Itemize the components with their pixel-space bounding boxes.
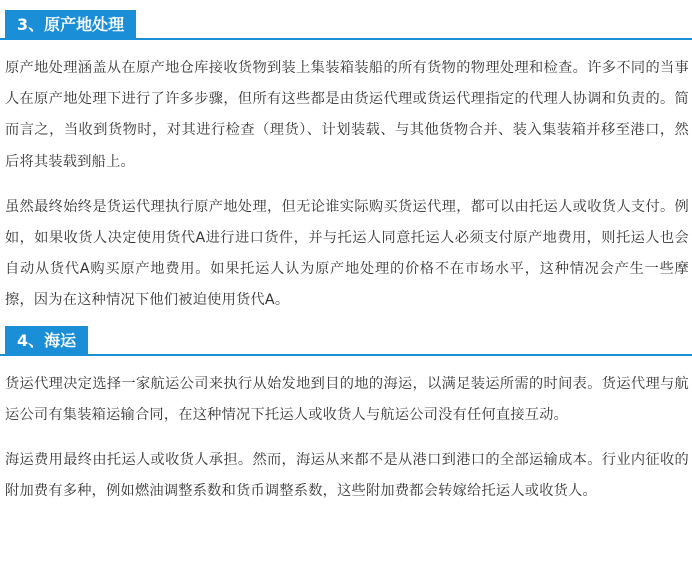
section-title: 3、原产地处理 (5, 10, 136, 40)
section-header (0, 324, 692, 356)
paragraph: 海运费用最终由托运人或收货人承担。然而，海运从来都不是从港口到港口的全部运输成本。行业内征收的附加费有多种，例如燃油调整系数和货币调整系数，这些附加费都会转嫁给托运人或收货人。 (5, 452, 689, 500)
section-ocean-freight (0, 324, 692, 508)
paragraph: 货运代理决定选择一家航运公司来执行从始发地到目的地的海运，以满足装运所需的时间表。货运代理与航运公司有集装箱运输合同，在这种情况下托运人或收货人与航运公司没有任何直接互动。 (5, 375, 689, 423)
section-header (0, 8, 692, 40)
paragraph: 原产地处理涵盖从在原产地仓库接收货物到装上集装箱装船的所有货物的物理处理和检查。许多不同的当事人在原产地处理下进行了许多步骤，但所有这些都是由货运代理或货运代理指定的代理人协调和负责的。简而言之，当收到货物时，对其进行检查（理货）、计划装载、与其他货物合并、装入集装箱并移至港口，然后将其装载到船上。 (5, 60, 689, 170)
section-title: 4、海运 (5, 326, 88, 356)
paragraph: 虽然最终始终是货运代理执行原产地处理，但无论谁实际购买货运代理，都可以由托运人或收货人支付。例如，如果收货人决定使用货代A进行进口货件，并与托运人同意托运人必须支付原产地费用，则托运人也会自动从货代A购买原产地费用。如果托运人认为原产地处理的价格不在市场水平，这种情况会产生一些摩擦，因为在这种情况下他们被迫使用货代A。 (5, 198, 689, 309)
header-rule (0, 354, 692, 356)
